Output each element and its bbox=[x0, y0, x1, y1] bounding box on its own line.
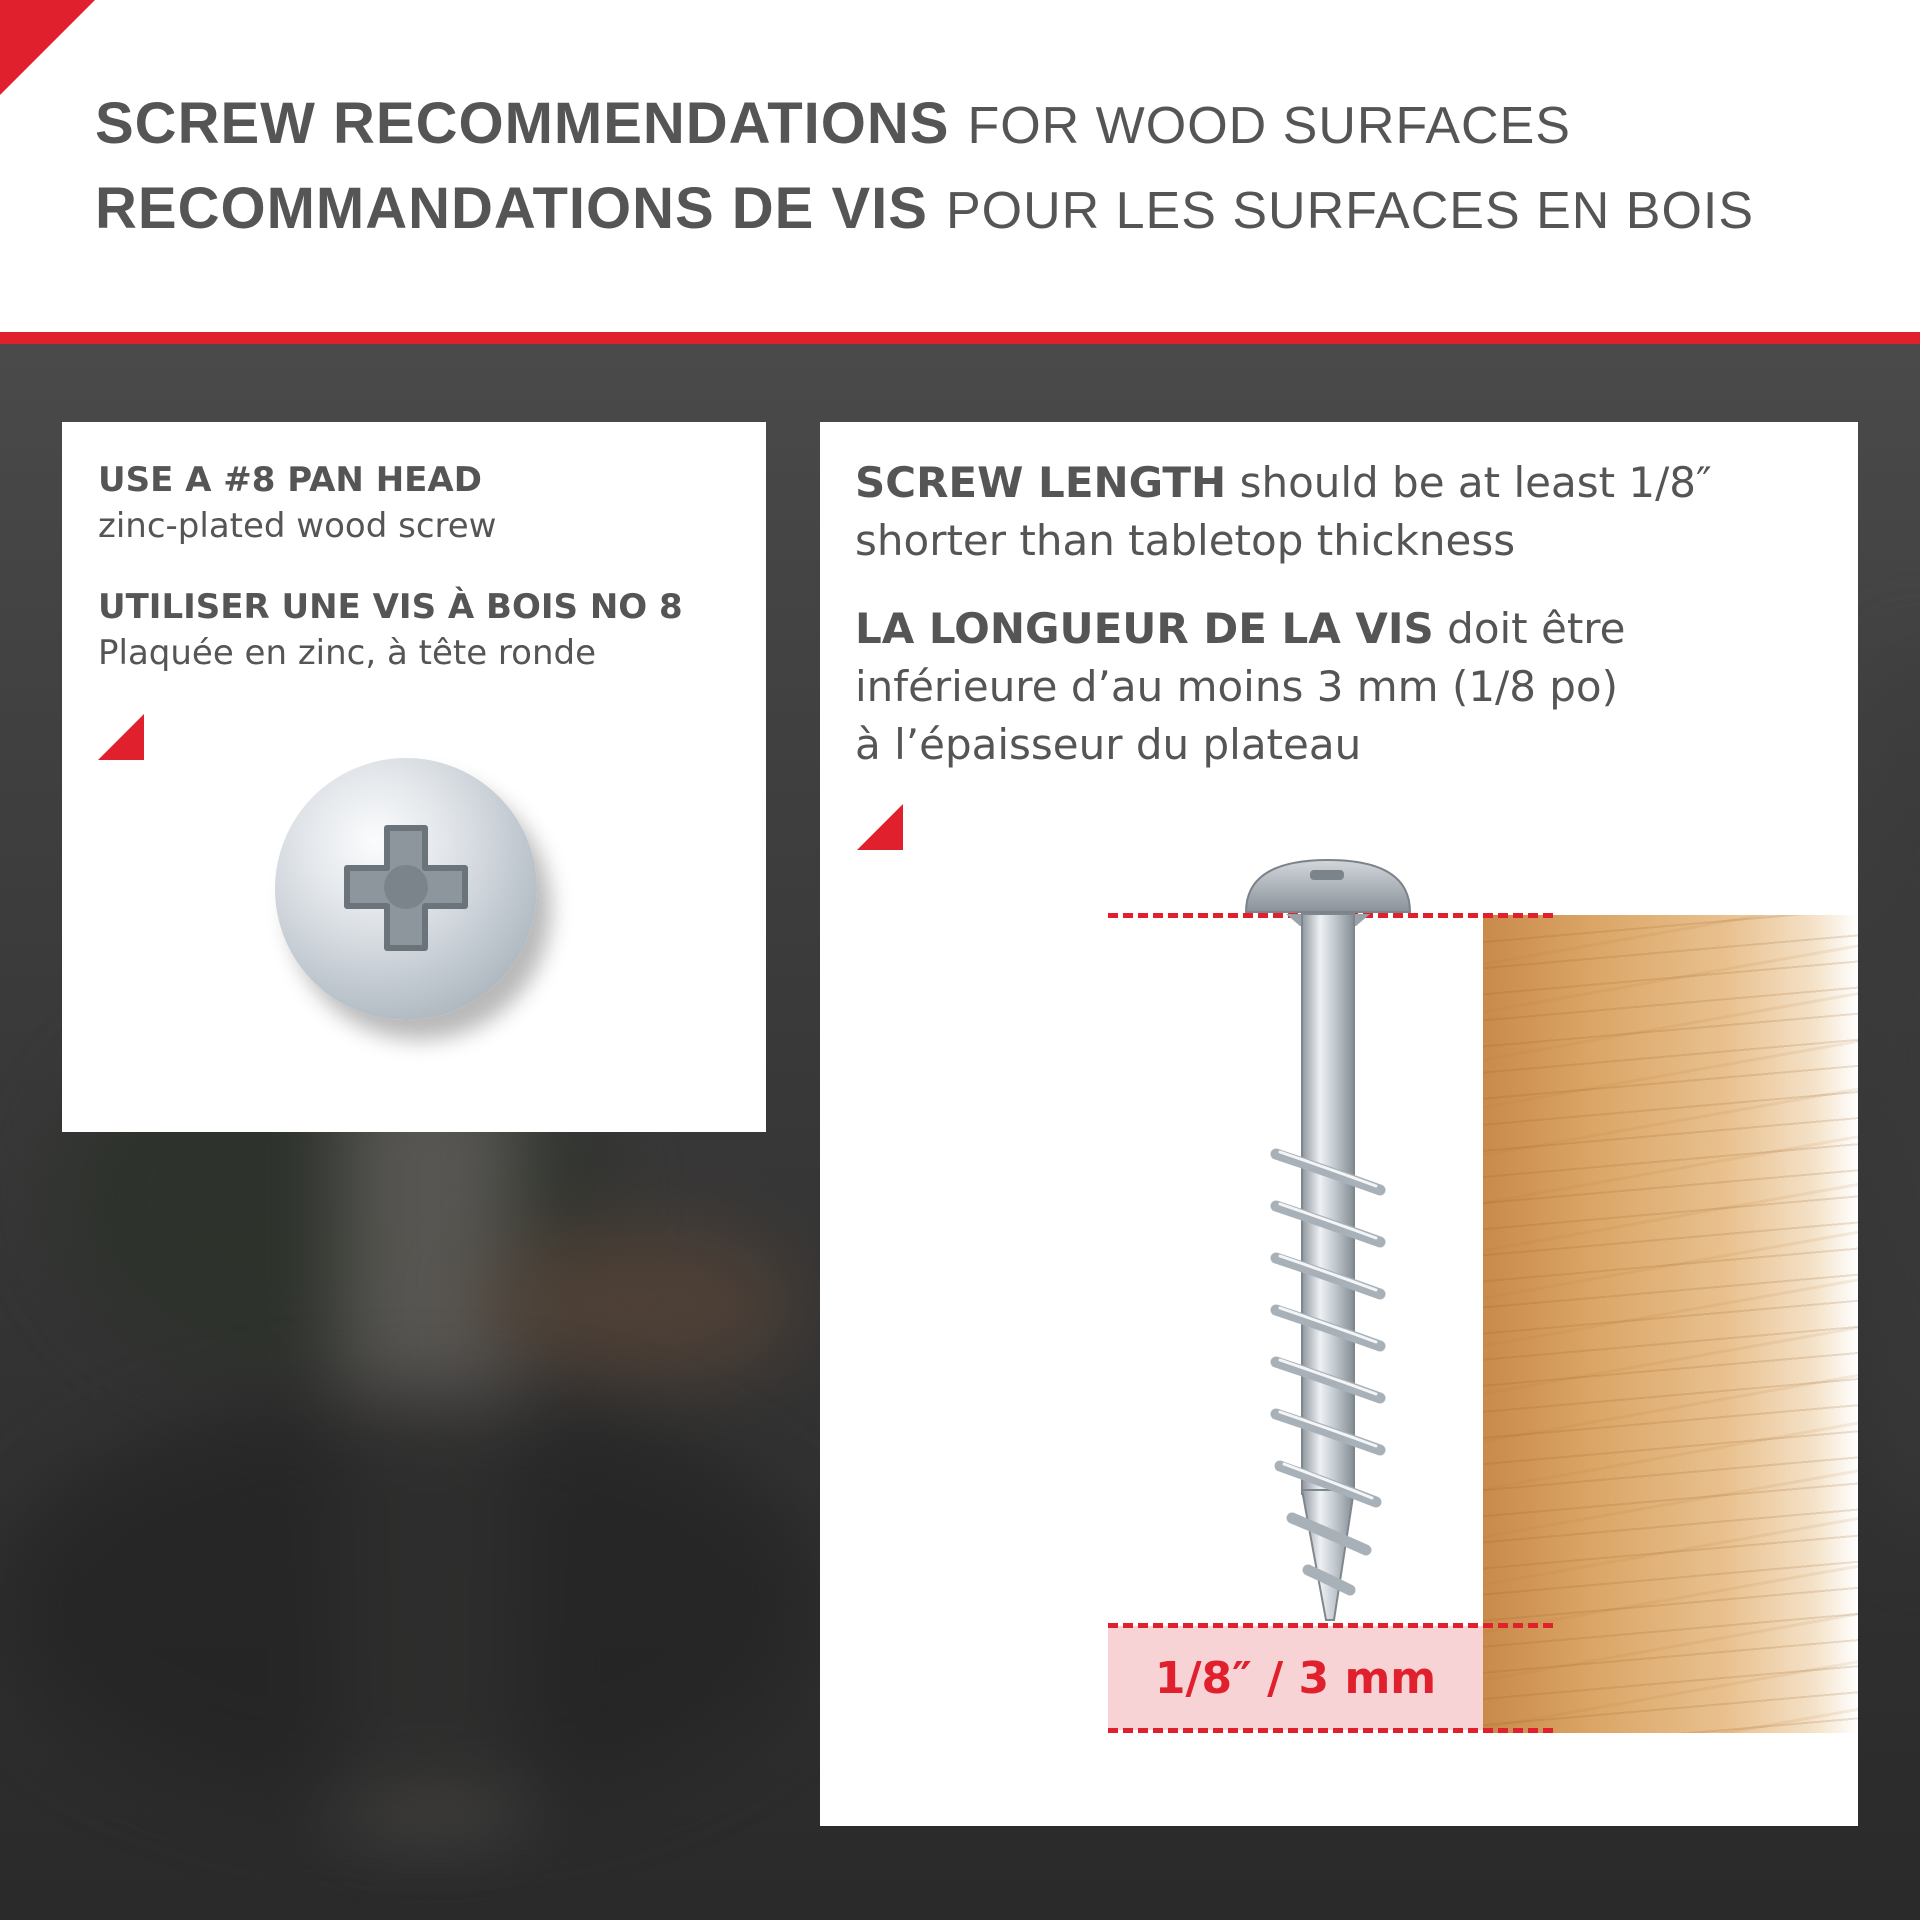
header bbox=[0, 0, 1920, 332]
title-english-strong: SCREW RECOMMENDATIONS bbox=[95, 91, 950, 156]
left-accent-triangle-icon bbox=[98, 714, 144, 760]
blurred-counter bbox=[0, 1394, 820, 1814]
right-french-line1 bbox=[855, 604, 1626, 653]
left-heading-french: UTILISER UNE VIS À BOIS NO 8 bbox=[98, 587, 683, 627]
corner-triangle-icon bbox=[0, 0, 95, 95]
right-french-line3: à l’épaisseur du plateau bbox=[855, 720, 1362, 769]
blurred-bowl bbox=[480, 1224, 800, 1384]
measure-label: 1/8″ / 3 mm bbox=[1154, 1652, 1437, 1704]
left-heading-english: USE A #8 PAN HEAD bbox=[98, 460, 482, 500]
right-french-line1-rest: doit être bbox=[1447, 604, 1626, 653]
right-english-line1 bbox=[855, 458, 1712, 507]
bottom-guide-line bbox=[1108, 1728, 1553, 1733]
right-french-line2: inférieure d’au moins 3 mm (1/8 po) bbox=[855, 662, 1619, 711]
title-english-light: FOR WOOD SURFACES bbox=[967, 97, 1571, 155]
right-accent-triangle-icon bbox=[857, 804, 903, 850]
title-english bbox=[95, 90, 1571, 157]
right-french-strong: LA LONGUEUR DE LA VIS bbox=[855, 604, 1434, 653]
left-sub-english: zinc-plated wood screw bbox=[98, 506, 497, 546]
title-french-light: POUR LES SURFACES EN BOIS bbox=[945, 182, 1755, 240]
right-english-strong: SCREW LENGTH bbox=[855, 458, 1227, 507]
right-english-line2: shorter than tabletop thickness bbox=[855, 516, 1516, 565]
header-divider bbox=[0, 332, 1920, 344]
title-french-strong: RECOMMANDATIONS DE VIS bbox=[95, 176, 928, 241]
blurred-right-edge bbox=[1860, 644, 1920, 1544]
phillips-recess-icon bbox=[275, 758, 537, 1020]
title-french bbox=[95, 175, 1754, 242]
right-english-line1-rest: should be at least 1/8″ bbox=[1239, 458, 1712, 507]
left-sub-french: Plaquée en zinc, à tête ronde bbox=[98, 633, 597, 673]
wood-block-icon bbox=[1483, 915, 1858, 1733]
pan-head-screw-icon bbox=[275, 758, 537, 1020]
wood-screw-icon bbox=[1230, 850, 1430, 1630]
